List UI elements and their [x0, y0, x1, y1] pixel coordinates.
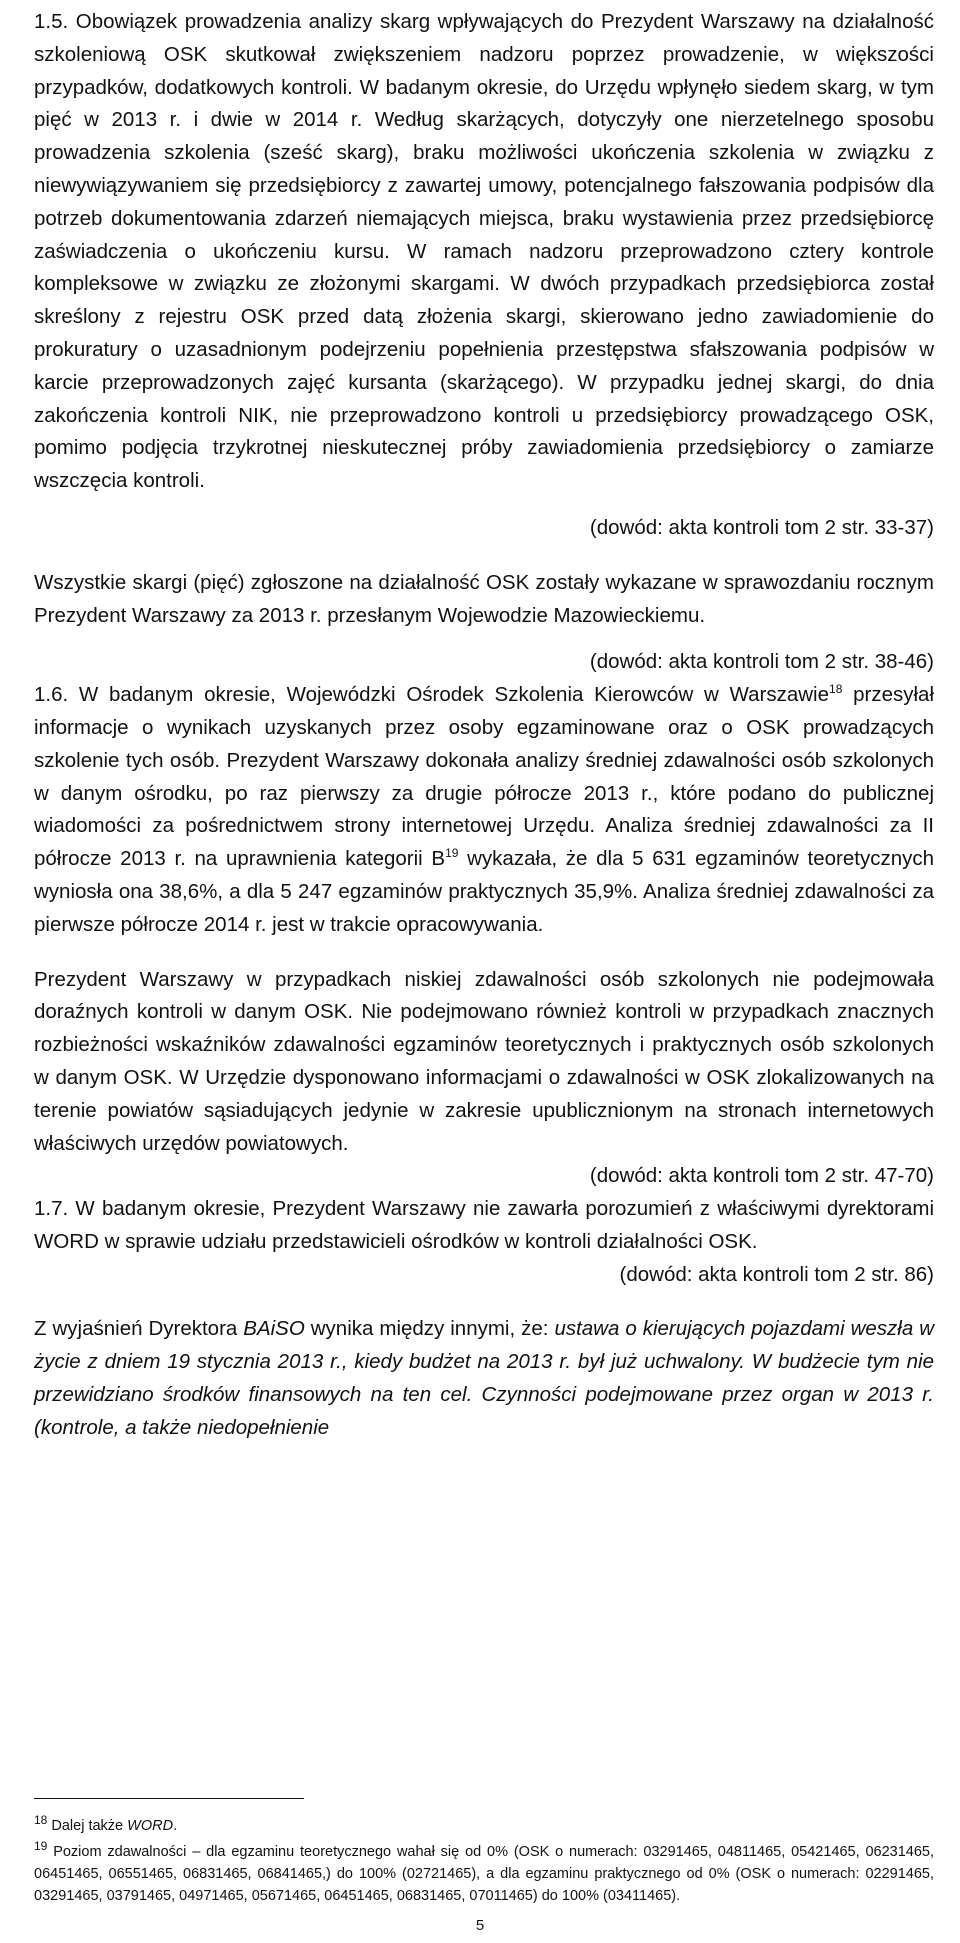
document-body	[34, 6, 934, 1445]
footnote-reference: 18	[829, 682, 843, 697]
footnote-reference: 19	[34, 1839, 48, 1854]
text-run: .	[173, 1818, 178, 1834]
text-run: Prezydent Warszawy w przypadkach niskiej zdawalności osób szkolonych nie podejmowała doraźnych kontroli w danym OSK. Nie podejmowano również kontroli w przypadkach znacznych rozbieżności wskaźników zdawalności egzaminów teoretycznych i praktycznych osób szkolonych w danym OSK. W Urzędzie dysponowano informacjami o zdawalności w OSK zlokalizowanych na terenie powiatów sąsiadujących jedynie w zakresie upublicznionym na stronach internetowych właściwych urzędów powiatowych.	[34, 967, 934, 1155]
page-number: 5	[475, 1917, 485, 1934]
body-paragraph	[34, 6, 934, 498]
text-run: 1.6. W badanym okresie, Wojewódzki Ośrodek Szkolenia Kierowców w Warszawie	[34, 683, 830, 707]
evidence-reference: (dowód: akta kontroli tom 2 str. 47-70)	[589, 1164, 934, 1188]
evidence-reference: (dowód: akta kontroli tom 2 str. 33-37)	[589, 515, 934, 539]
footnote-separator	[34, 1798, 304, 1799]
text-run: Dalej także	[47, 1818, 128, 1834]
text-run: Z wyjaśnień Dyrektora	[34, 1317, 244, 1341]
italic-text: BAiSO	[243, 1317, 305, 1341]
body-paragraph	[34, 1193, 934, 1259]
evidence-reference: (dowód: akta kontroli tom 2 str. 38-46)	[589, 650, 934, 674]
text-run: Wszystkie skargi (pięć) zgłoszone na działalność OSK zostały wykazane w sprawozdaniu rocznym Prezydent Warszawy za 2013 r. przesłanym Wojewodzie Mazowieckiemu.	[34, 570, 934, 627]
text-run: 1.7. W badanym okresie, Prezydent Warszawy nie zawarła porozumień z właściwymi dyrektorami WORD w sprawie udziału przedstawicieli ośrodków w kontroli działalności OSK.	[34, 1197, 934, 1253]
body-paragraph	[34, 964, 934, 1161]
text-run: 1.5. Obowiązek prowadzenia analizy skarg wpływających do Prezydent Warszawy na działalność szkoleniową OSK skutkował zwiększeniem nadzoru poprzez prowadzenie, w większości przypadków, dodatkowych kontroli. W badanym okresie, do Urzędu wpłynęło siedem skarg, w tym pięć w 2013 r. i dwie w 2014 r. Według skarżących, dotyczyły one nierzetelnego sposobu prowadzenia szkolenia (sześć skarg), braku możliwości ukończenia szkolenia w związku z niewywiązywaniem się przedsiębiorcy z zawartej umowy, potencjalnego fałszowania podpisów dla potrzeb dokumentowania zdarzeń niemających miejsca, braku wystawienia przez przedsiębiorcę zaświadczenia o ukończeniu kursu. W ramach nadzoru przeprowadzono cztery kontrole kompleksowe w związku ze złożonymi skargami. W dwóch przypadkach przedsiębiorca został skreślony z rejestru OSK przed datą złożenia skargi, skierowano jedno zawiadomienie do prokuratury o uzasadnionym podejrzeniu popełnienia przestępstwa sfałszowania podpisów w karcie przeprowadzonych zajęć kursanta (skarżącego). W przypadku jednej skargi, do dnia zakończenia kontroli NIK, nie przeprowadzono kontroli u przedsiębiorcy prowadzącego OSK, pomimo podjęcia trzykrotnej nieskutecznej próby zawiadomienia przedsiębiorcy o zamiarze wszczęcia kontroli.	[34, 10, 934, 493]
body-paragraph	[34, 567, 934, 633]
footnote-reference: 18	[34, 1813, 48, 1828]
body-paragraph	[34, 1313, 934, 1444]
italic-text: ustawa o kierujących pojazdami weszła w życie z dniem 19 stycznia 2013 r., kiedy budżet na 2013 r. był już uchwalony. W budżecie tym nie przewidziano środków finansowych na ten cel. Czynności podejmowane przez organ w 2013 r. (kontrole, a także niedopełnienie	[34, 1317, 935, 1439]
footnote	[34, 1815, 934, 1837]
text-run: Poziom zdawalności – dla egzaminu teoretycznego wahał się od 0% (OSK o numerach: 03291465, 04811465, 05421465, 06231465, 06451465, 06551465, 06831465, 06841465,) do 100% (02721465), a dla egzaminu praktycznego od 0% (OSK o numerach: 02291465, 03291465, 03791465, 04971465, 05671465, 06451465, 06831465, 07011465) do 100% (03411465).	[34, 1844, 934, 1904]
italic-text: WORD	[127, 1818, 174, 1834]
body-paragraph	[34, 679, 934, 941]
text-run: wynika między innymi, że:	[304, 1317, 555, 1341]
text-run: wykazała, że dla 5 631 egzaminów teoretycznych wyniosła ona 38,6%, a dla 5 247 egzaminów praktycznych 35,9%. Analiza średniej zdawalności za pierwsze półrocze 2014 r. jest w trakcie opracowywania.	[34, 847, 934, 936]
text-run: przesyłał informacje o wynikach uzyskanych przez osoby egzaminowane oraz o OSK prowadzących szkolenie tych osób. Prezydent Warszawy dokonała analizy średniej zdawalności osób szkolonych w danym ośrodku, po raz pierwszy za drugie półrocze 2013 r., które podano do publicznej wiadomości za pośrednictwem strony internetowej Urzędu. Analiza średniej zdawalności za II półrocze 2013 r. na uprawnienia kategorii B	[34, 683, 934, 871]
footnotes	[34, 1798, 934, 1911]
footnote-reference: 19	[445, 846, 459, 861]
footnote	[34, 1841, 934, 1907]
evidence-reference: (dowód: akta kontroli tom 2 str. 86)	[619, 1262, 934, 1286]
